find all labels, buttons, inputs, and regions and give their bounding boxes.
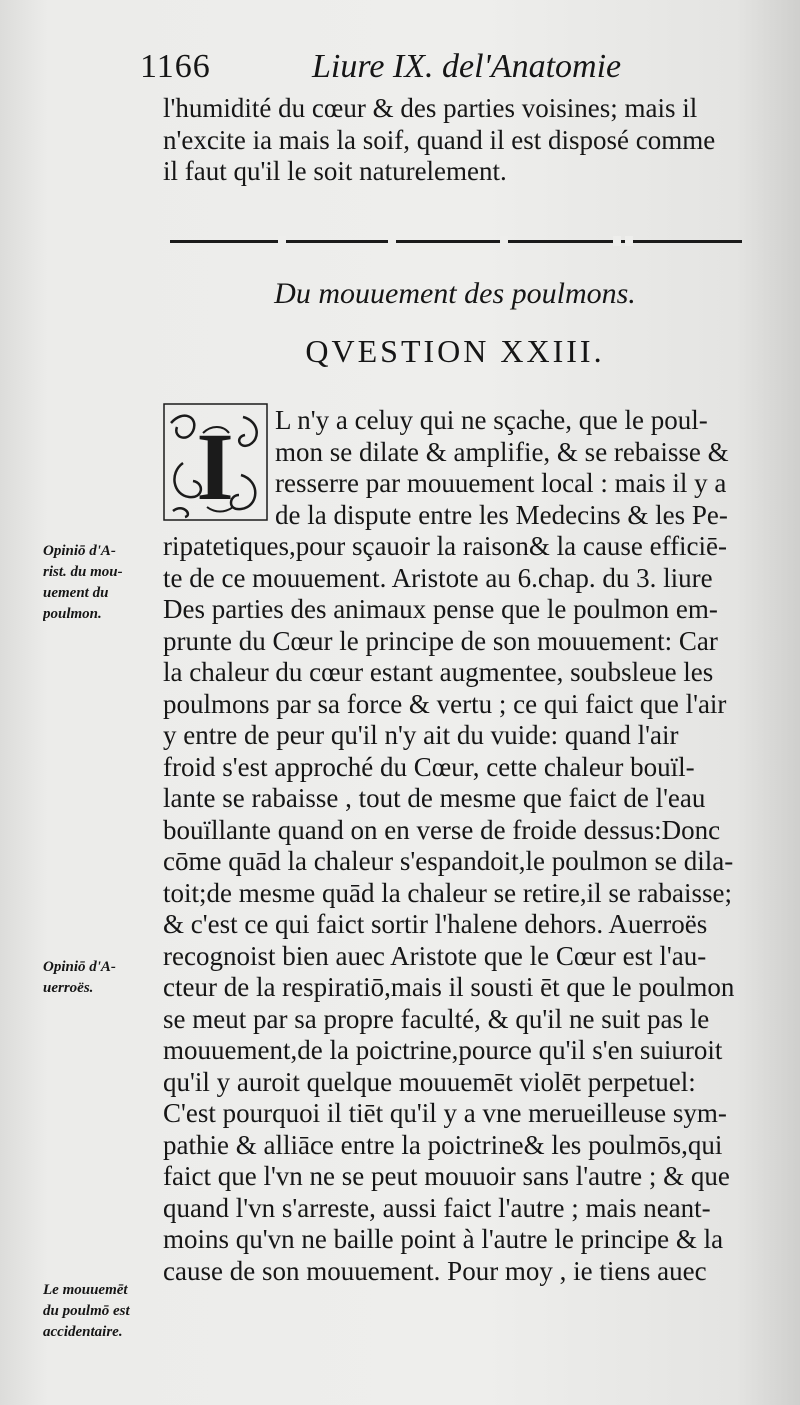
text-line: lante se rabaisse , tout de mesme que faict de l'eau (163, 783, 706, 813)
text-line: se meut par sa propre faculté, & qu'il ne suit pas le (163, 1003, 710, 1034)
text-line: toit;de mesme quād la chaleur se retire,il se rabaisse; (163, 877, 733, 908)
text-line: cause de son mouuement. Pour moy , ie tiens auec (163, 1255, 707, 1286)
margin-note-line: uement du (43, 585, 109, 601)
text-line: pathie & alliāce entre la poictrine& les poulmōs,qui (163, 1129, 723, 1160)
text-line: quand l'vn s'arreste, aussi faict l'autre ; mais neant- (163, 1192, 711, 1223)
margin-note-aristote (43, 541, 155, 625)
text-line: prunte du Cœur le principe de son mouuement: Car (163, 625, 718, 656)
text-line: mon se dilate & amplifie, & se rebaisse & (275, 436, 729, 467)
question-body (163, 405, 753, 1287)
text-line: L n'y a celuy qui ne sçache, que le poul- (275, 405, 708, 435)
divider-gaps (170, 236, 742, 246)
margin-note-line: poulmon. (43, 606, 102, 622)
question-title: QVESTION XXIII. (305, 333, 605, 369)
margin-note-line: accidentaire. (43, 1324, 123, 1340)
text-line: resserre par mouuement local : mais il y a (275, 468, 727, 498)
text-line: y entre de peur qu'il n'y ait du vuide: quand l'air (163, 720, 679, 750)
section-title: Du mouuement des poulmons. (274, 277, 636, 310)
text-line: la chaleur du cœur estant augmentee, soubsleue les (163, 657, 714, 687)
text-line: qu'il y auroit quelque mouuemēt violēt perpetuel: (163, 1066, 696, 1097)
running-title: Liure IX. del'Anatomie (312, 48, 622, 85)
top-paragraph (163, 93, 753, 188)
text-line: moins qu'vn ne baille point à l'autre le principe & la (163, 1224, 724, 1254)
margin-note-auerroes (43, 957, 155, 999)
page-number: 1166 (140, 48, 211, 85)
text-line: poulmons par sa force & vertu ; ce qui faict que l'air (163, 688, 727, 719)
text-line: & c'est ce qui faict sortir l'halene dehors. Auerroës (163, 909, 708, 939)
text-line: cteur de la respiratiō,mais il sousti ēt que le poulmon (163, 972, 735, 1002)
text-line: de la dispute entre les Medecins & les Pe- (275, 499, 728, 530)
text-line: faict que l'vn ne se peut mouuoir sans l'autre ; & que (163, 1161, 730, 1191)
page-header (140, 48, 760, 94)
text-line: te de ce mouuement. Aristote au 6.chap. du 3. liure (163, 562, 713, 593)
margin-note-line: rist. du mou- (43, 564, 123, 580)
text-line: mouuement,de la poictrine,pource qu'il s'en suiuroit (163, 1035, 723, 1065)
text-line: recognoist bien auec Aristote que le Cœur est l'au- (163, 940, 707, 971)
margin-note-line: Opiniō d'A- (43, 543, 116, 559)
margin-note-line: Opiniō d'A- (43, 959, 116, 975)
margin-note-line: Le mouuemēt (43, 1282, 128, 1298)
margin-note-line: du poulmō est (43, 1303, 130, 1319)
text-line: froid s'est approché du Cœur, cette chaleur bouïl- (163, 751, 695, 782)
text-line: cōme quād la chaleur s'espandoit,le poulmon se dila- (163, 846, 734, 876)
margin-note-accidentaire (43, 1280, 155, 1343)
text-line: ripatetiques,pour sçauoir la raison& la cause efficiē- (163, 531, 728, 561)
text-line: n'excite ia mais la soif, quand il est disposé comme (163, 124, 716, 155)
margin-note-line: uerroës. (43, 980, 94, 996)
text-line: Des parties des animaux pense que le poulmon em- (163, 594, 718, 624)
text-line: il faut qu'il le soit naturelement. (163, 156, 507, 186)
text-line: C'est pourquoi il tiēt qu'il y a vne merueilleuse sym- (163, 1098, 727, 1128)
text-line: bouïllante quand on en verse de froide dessus:Donc (163, 814, 721, 845)
dropcap-letter: I (196, 413, 234, 520)
text-line: l'humidité du cœur & des parties voisines; mais il (163, 93, 698, 123)
